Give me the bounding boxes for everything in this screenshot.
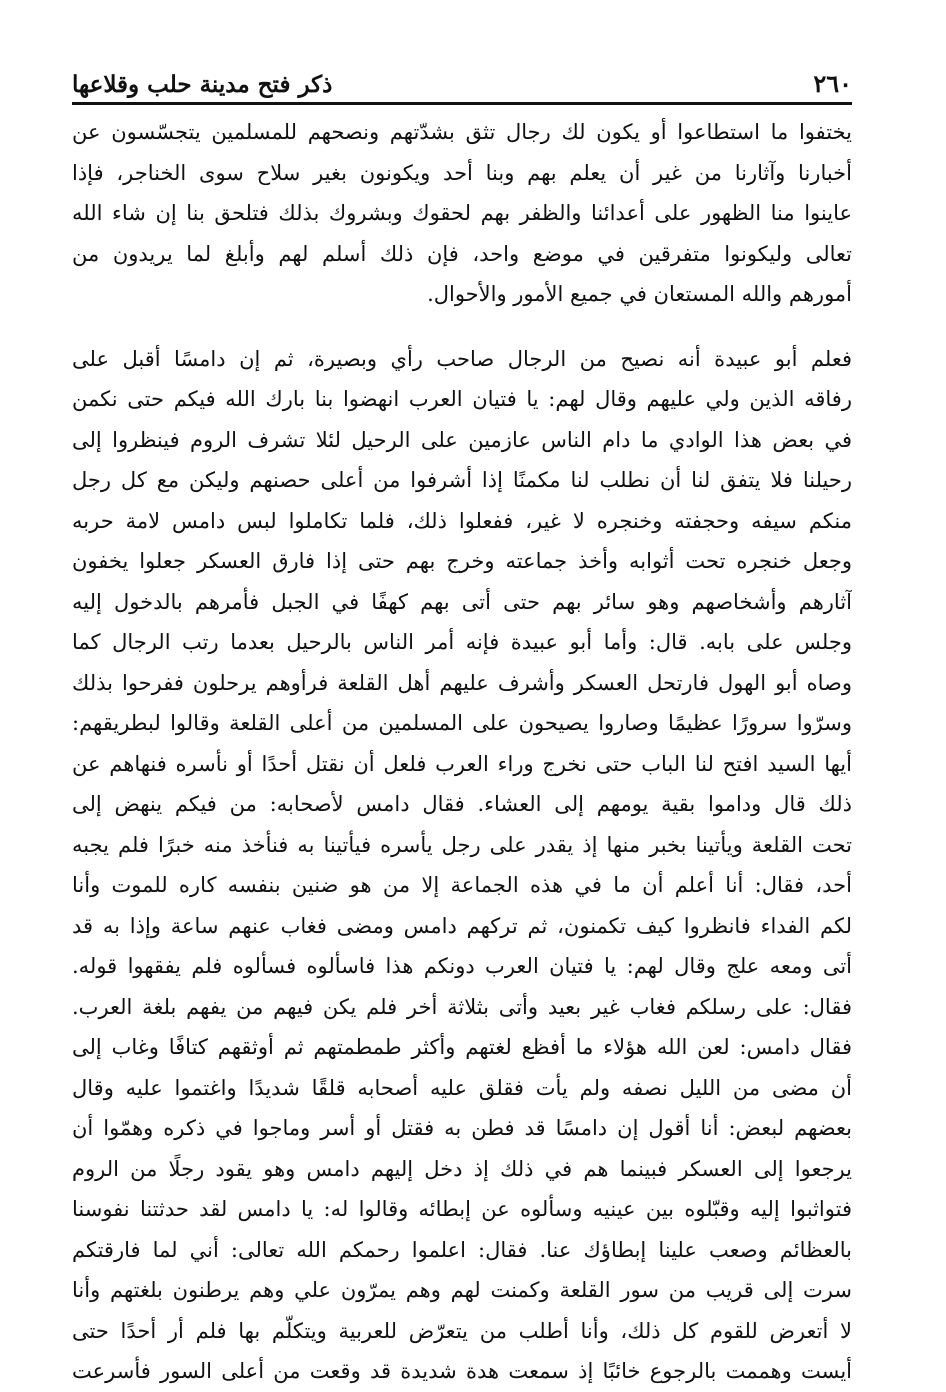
text-line: أيها السيد افتح لنا الباب حتى نخرج وراء العرب فلعل أن نقتل أحدًا أو نأسره فنهاهم عن — [72, 751, 852, 776]
body-text — [72, 112, 852, 1392]
text-line: ذلك قال وداموا بقية يومهم إلى العشاء. فقال دامس لأصحابه: من فيكم ينهض إلى — [72, 792, 852, 816]
text-line: أن مضى من الليل نصفه ولم يأت فقلق عليه أصحابه قلقًا شديدًا واغتموا عليه وقال — [72, 1075, 852, 1100]
running-title: ذكر فتح مدينة حلب وقلاعها — [72, 71, 333, 98]
text-line: رفاقه الذين ولي عليهم وقال لهم: يا فتيان العرب انهضوا بنا بارك الله فيكم حتى نكمن — [72, 387, 852, 411]
text-line: بعضهم لبعض: أنا أقول إن دامسًا قد فطن به فقتل أو أسر وماجوا في ذكره وهمّوا أن — [72, 1116, 852, 1140]
paragraph-1 — [72, 112, 852, 315]
text-line: لكم الفداء فانظروا كيف تكمنون، ثم تركهم دامس ومضى فغاب عنهم ساعة وإذا به قد — [72, 913, 852, 938]
text-line: منكم سيفه وحجفته وخنجره لا غير، ففعلوا ذلك، فلما تكاملوا لبس دامس لامة حربه — [72, 508, 852, 533]
text-line: وجلس على بابه. قال: وأما أبو عبيدة فإنه أمر الناس بالرحيل بعدما رتب الرجال كما — [72, 630, 852, 654]
text-line: وسرّوا سرورًا عظيمًا وصاروا يصيحون على المسلمين من أعلى القلعة وقالوا لبطريقهم: — [72, 711, 852, 735]
text-line: أخبارنا وآثارنا من غير أن يعلم بهم وبنا أحد ويكونون بغير سلاح سوى الخناجر، فإذا — [72, 160, 852, 185]
header-rule — [72, 102, 852, 105]
page-number: ٢٦٠ — [813, 69, 852, 98]
text-line: في بعض هذا الوادي ما دام الناس عازمين على الرحيل لئلا تشرف الروم فينظروا إلى — [72, 427, 852, 452]
text-line: وصاه أبو الهول فارتحل العسكر وأشرف عليهم أهل القلعة فرأوهم يرحلون ففرحوا بذلك — [72, 670, 852, 695]
text-line: وجعل خنجره تحت أثوابه وأخذ جماعته وخرج بهم حتى إذا فارق العسكر جعلوا يخفون — [72, 549, 852, 573]
paragraph-gap — [72, 315, 852, 339]
text-line: لا أتعرض للقوم كل ذلك، وأنا أطلب من يتعرّض للعربية ويتكلّم بها فلم أر أحدًا حتى — [72, 1318, 852, 1343]
text-line: آثارهم وأشخاصهم وهو سائر بهم حتى أتى بهم كهفًا في الجبل فأمرهم بالدخول إليه — [72, 589, 852, 614]
text-line: أتى ومعه علج وقال لهم: يا فتيان العرب دونكم هذا فاسألوه فسألوه فلم يفقهوا قوله. — [72, 954, 852, 978]
page-header — [72, 58, 852, 98]
text-line: أيست وهممت بالرجوع خائبًا إذ سمعت هدة شديدة قد وقعت من أعلى السور فأسرعت — [72, 1359, 852, 1383]
paragraph-2 — [72, 339, 852, 1392]
text-line: أمورهم والله المستعان في جميع الأمور والأحوال. — [427, 282, 852, 306]
text-line: بالعظائم وصعب علينا إبطاؤك عنا. فقال: اعلموا رحمكم الله تعالى: أني لما فارقتكم — [72, 1237, 852, 1262]
text-line: تحت القلعة ويأتينا بخبر منها إذ يقدر على رجل يأسره فيأتينا به فنأخذ منه خبرًا فلم يجبه — [72, 832, 852, 857]
text-line: فقال دامس: لعن الله هؤلاء ما أفظع لغتهم وأكثر طمطمتهم ثم أوثقهم كتافًا وغاب إلى — [72, 1035, 852, 1059]
text-line: أحد، فقال: أنا أعلم أن ما في هذه الجماعة إلا من هو ضنين بنفسه كاره للموت وأنا — [72, 873, 852, 897]
text-line: فعلم أبو عبيدة أنه نصيح من الرجال صاحب رأي وبصيرة، ثم إن دامسًا أقبل على — [72, 346, 852, 371]
text-line: تعالى وليكونوا متفرقين في موضع واحد، فإن ذلك أسلم لهم وأبلغ لما يريدون من — [72, 241, 852, 266]
text-line: فتواثبوا إليه وقبّلوه بين عينيه وسألوه عن إبطائه وقالوا له: يا دامس لقد حدثتنا نفوسنا — [72, 1197, 852, 1221]
text-line: فقال: على رسلكم فغاب غير بعيد وأتى بثلاثة أخر فلم يكن فيهم من يفهم بلغة العرب. — [72, 994, 852, 1019]
text-line: رحيلنا فلا يتفق لنا أن نطلب لنا مكمنًا إذا أشرفوا من أعلى حصنهم وليكن مع كل رجل — [72, 468, 852, 492]
text-line: عاينوا منا الظهور على أعدائنا والظفر بهم لحقوك وبشروك بذلك فتلحق بنا إن شاء الله — [72, 201, 852, 225]
text-line: سرت إلى قريب من سور القلعة وكمنت لهم وهم يمرّون علي وهم يرطنون بلغتهم وأنا — [72, 1278, 852, 1302]
text-line: يرجعوا إلى العسكر فبينما هم في ذلك إذ دخل إليهم دامس وهو يقود رجلًا من الروم — [72, 1156, 852, 1181]
text-line: يختفوا ما استطاعوا أو يكون لك رجال تثق بشدّتهم ونصحهم للمسلمين يتجسّسون عن — [72, 120, 852, 144]
